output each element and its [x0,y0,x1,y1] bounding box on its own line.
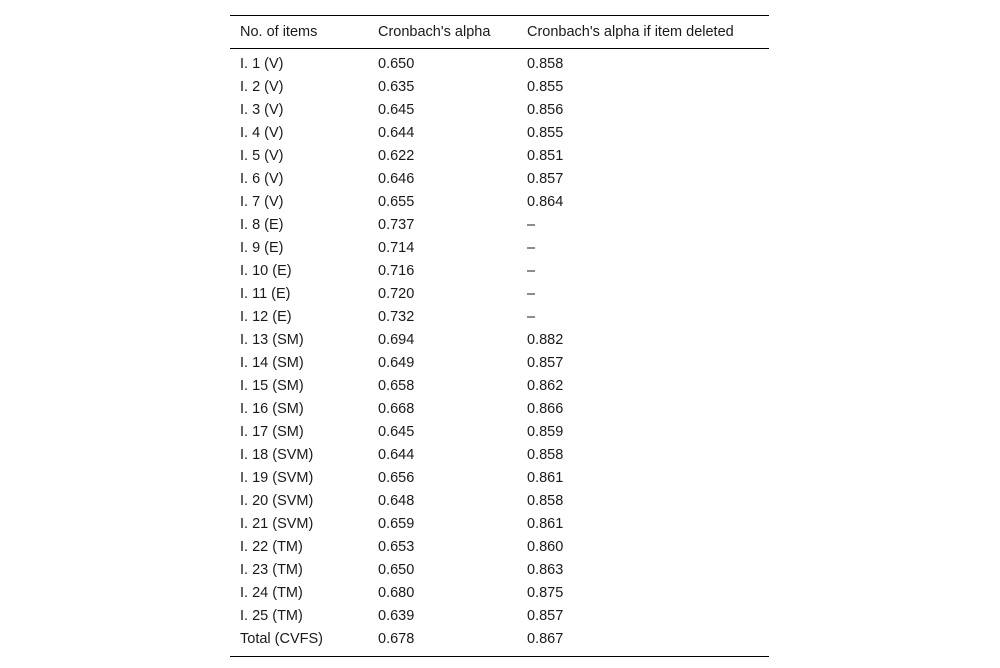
cell-item: I. 2 (V) [240,79,284,95]
table-row [230,628,769,657]
reliability-table [230,15,769,657]
cell-item: I. 25 (TM) [240,608,303,624]
cell-alpha-if-deleted: 0.861 [527,470,564,486]
cell-item: Total (CVFS) [240,631,323,647]
cell-alpha-if-deleted: 0.857 [527,608,564,624]
cell-item: I. 1 (V) [240,56,284,72]
cell-item: I. 4 (V) [240,125,284,141]
cell-item: I. 16 (SM) [240,401,304,417]
cell-item: I. 24 (TM) [240,585,303,601]
table-row [230,214,769,237]
cell-item: I. 12 (E) [240,309,292,325]
cell-alpha-if-deleted: 0.875 [527,585,564,601]
cell-alpha: 0.645 [378,102,415,118]
cell-alpha-if-deleted: 0.855 [527,125,564,141]
cell-item: I. 15 (SM) [240,378,304,394]
table-row [230,398,769,421]
cell-alpha-if-deleted: 0.858 [527,56,564,72]
cell-alpha: 0.658 [378,378,415,394]
cell-alpha-if-deleted: – [527,286,536,302]
cell-item: I. 23 (TM) [240,562,303,578]
cell-alpha: 0.659 [378,516,415,532]
cell-item: I. 10 (E) [240,263,292,279]
cell-alpha-if-deleted: 0.867 [527,631,564,647]
table-row [230,76,769,99]
cell-alpha-if-deleted: 0.862 [527,378,564,394]
cell-alpha: 0.655 [378,194,415,210]
cell-item: I. 6 (V) [240,171,284,187]
cell-item: I. 11 (E) [240,286,291,302]
cell-alpha: 0.644 [378,125,415,141]
table-row [230,329,769,352]
table-row [230,99,769,122]
header-alpha-if-deleted: Cronbach's alpha if item deleted [527,23,734,40]
cell-alpha-if-deleted: 0.857 [527,355,564,371]
cell-alpha-if-deleted: 0.863 [527,562,564,578]
cell-alpha: 0.737 [378,217,415,233]
cell-item: I. 9 (E) [240,240,284,256]
cell-alpha-if-deleted: 0.851 [527,148,564,164]
cell-alpha-if-deleted: 0.859 [527,424,564,440]
cell-alpha-if-deleted: 0.856 [527,102,564,118]
table-header [230,16,769,49]
table-row [230,191,769,214]
cell-alpha: 0.635 [378,79,415,95]
cell-alpha: 0.644 [378,447,415,463]
cell-alpha-if-deleted: 0.861 [527,516,564,532]
table-row [230,444,769,467]
table-row [230,352,769,375]
cell-item: I. 17 (SM) [240,424,304,440]
cell-item: I. 5 (V) [240,148,284,164]
cell-item: I. 7 (V) [240,194,284,210]
cell-item: I. 14 (SM) [240,355,304,371]
cell-alpha: 0.656 [378,470,415,486]
table-row [230,283,769,306]
table-row [230,582,769,605]
table-row [230,49,769,77]
cell-alpha: 0.680 [378,585,415,601]
cell-item: I. 20 (SVM) [240,493,314,509]
cell-alpha: 0.716 [378,263,415,279]
cell-alpha: 0.653 [378,539,415,555]
cell-alpha: 0.648 [378,493,415,509]
table-row [230,168,769,191]
table-row [230,145,769,168]
header-row [230,16,769,49]
table-row [230,237,769,260]
cell-alpha-if-deleted: 0.882 [527,332,564,348]
table-row [230,421,769,444]
cell-alpha-if-deleted: 0.855 [527,79,564,95]
cell-alpha-if-deleted: – [527,309,536,325]
table-row [230,306,769,329]
cell-item: I. 18 (SVM) [240,447,314,463]
cell-alpha: 0.714 [378,240,415,256]
table-body [230,49,769,657]
table-row [230,559,769,582]
cell-item: I. 21 (SVM) [240,516,314,532]
table-row [230,605,769,628]
cell-alpha: 0.668 [378,401,415,417]
header-cronbach-alpha: Cronbach's alpha [378,23,491,40]
reliability-table-container [230,15,769,657]
cell-alpha-if-deleted: 0.864 [527,194,564,210]
cell-alpha-if-deleted: – [527,240,536,256]
cell-alpha-if-deleted: 0.860 [527,539,564,555]
cell-alpha: 0.694 [378,332,415,348]
cell-alpha: 0.646 [378,171,415,187]
cell-alpha: 0.639 [378,608,415,624]
header-items: No. of items [240,23,318,40]
cell-alpha-if-deleted: – [527,263,536,279]
cell-item: I. 22 (TM) [240,539,303,555]
cell-alpha-if-deleted: – [527,217,536,233]
cell-alpha-if-deleted: 0.858 [527,447,564,463]
cell-alpha: 0.622 [378,148,415,164]
cell-alpha: 0.720 [378,286,415,302]
table-row [230,467,769,490]
cell-alpha: 0.645 [378,424,415,440]
cell-alpha: 0.649 [378,355,415,371]
table-row [230,375,769,398]
cell-alpha-if-deleted: 0.866 [527,401,564,417]
table-row [230,536,769,559]
table-row [230,490,769,513]
cell-alpha-if-deleted: 0.857 [527,171,564,187]
cell-alpha: 0.650 [378,56,415,72]
table-row [230,122,769,145]
cell-alpha-if-deleted: 0.858 [527,493,564,509]
cell-alpha: 0.650 [378,562,415,578]
table-row [230,260,769,283]
cell-item: I. 19 (SVM) [240,470,314,486]
cell-item: I. 3 (V) [240,102,284,118]
table-row [230,513,769,536]
cell-alpha: 0.732 [378,309,415,325]
cell-item: I. 13 (SM) [240,332,304,348]
cell-item: I. 8 (E) [240,217,284,233]
cell-alpha: 0.678 [378,631,415,647]
